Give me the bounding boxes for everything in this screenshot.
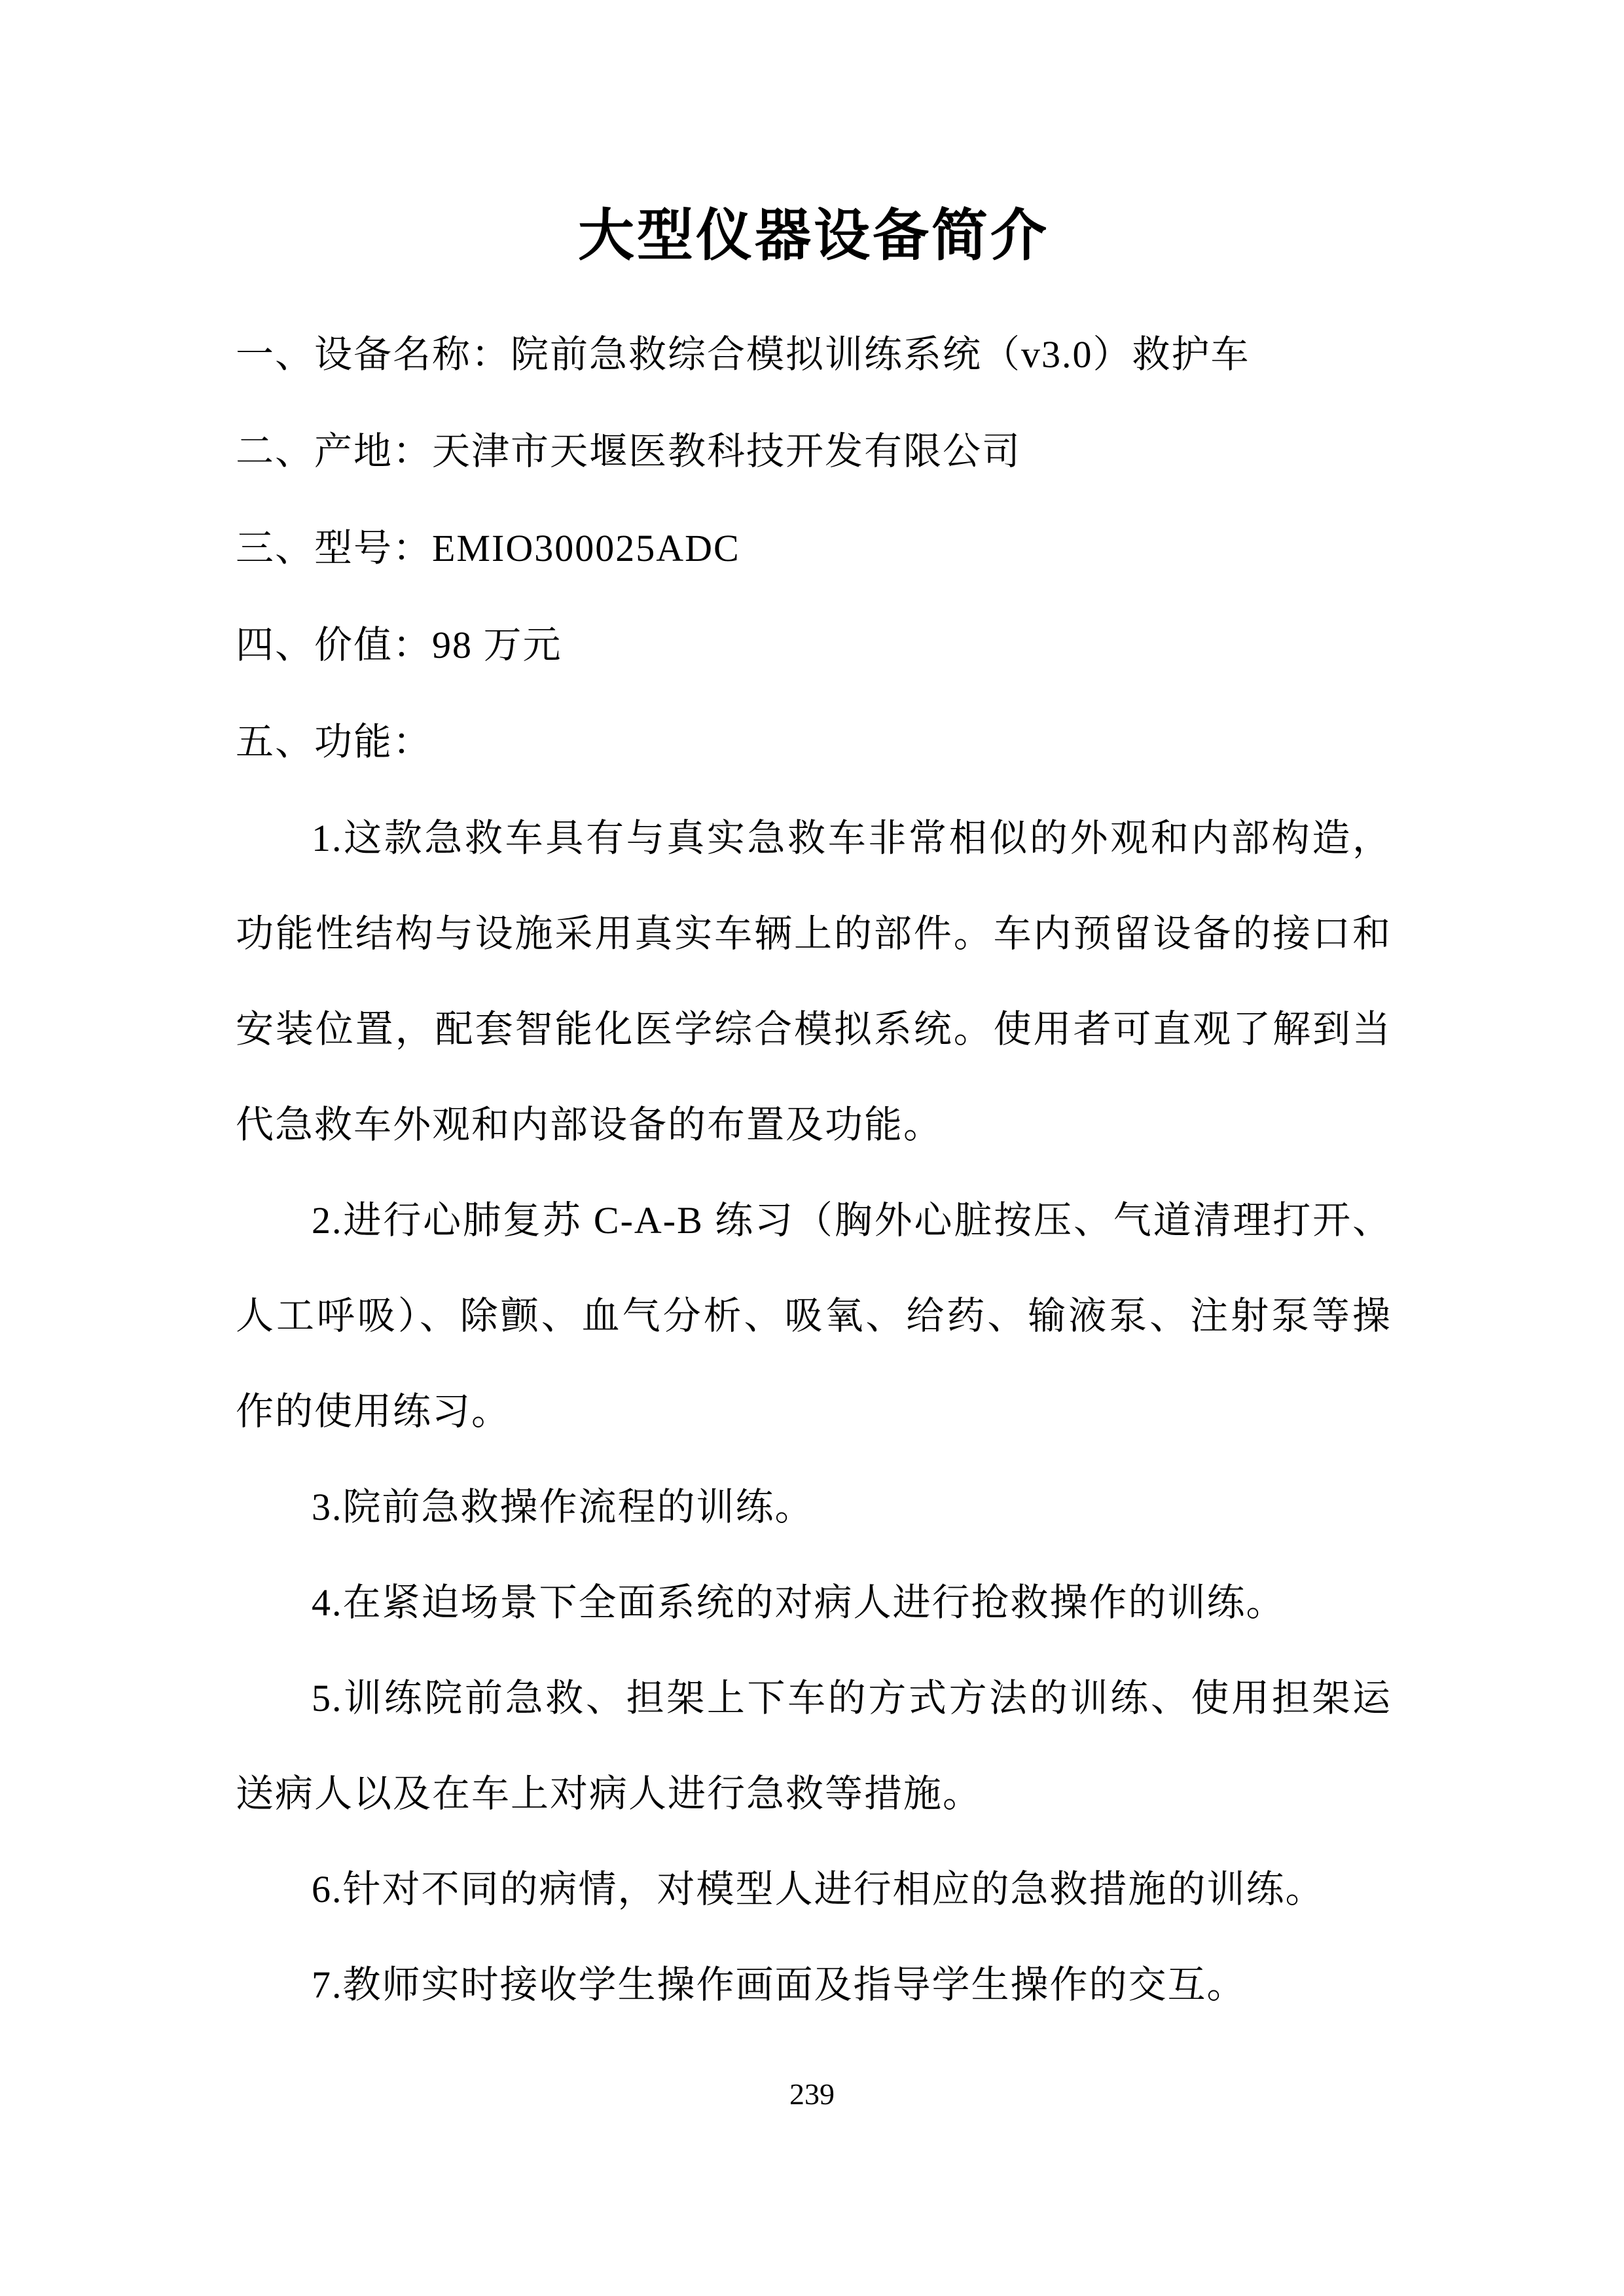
field-functions-heading: 五、功能： <box>236 721 433 763</box>
function-paragraph-6: 6.针对不同的病情，对模型人进行相应的急救措施的训练。 <box>312 1868 1325 1910</box>
document-body <box>236 196 1392 2033</box>
function-paragraph-7: 7.教师实时接收学生操作画面及指导学生操作的交互。 <box>312 1964 1246 2006</box>
function-paragraph-1: 1.这款急救车具有与真实急救车非常相似的外观和内部构造，功能性结构与设施采用真实车辆上的部件。车内预留设备的接口和安装位置，配套智能化医学综合模拟系统。使用者可直观了解到当代急救车外观和内部设备的布置及功能。 <box>236 817 1392 1146</box>
page-title: 大型仪器设备简介 <box>578 204 1049 267</box>
function-paragraph-4: 4.在紧迫场景下全面系统的对病人进行抢救操作的训练。 <box>312 1581 1286 1624</box>
function-paragraph-2: 2.进行心肺复苏 C-A-B 练习（胸外心脏按压、气道清理打开、人工呼吸）、除颤、血气分析、吸氧、给药、输液泵、注射泵等操作的使用练习。 <box>236 1199 1392 1433</box>
function-paragraph-5: 5.训练院前急救、担架上下车的方式方法的训练、使用担架运送病人以及在车上对病人进行急救等措施。 <box>236 1677 1392 1815</box>
field-model: 三、型号：EMIO300025ADC <box>236 527 740 569</box>
field-value: 四、价值：98 万元 <box>236 624 562 666</box>
field-origin: 二、产地：天津市天堰医教科技开发有限公司 <box>236 430 1022 473</box>
field-device-name: 一、设备名称：院前急救综合模拟训练系统（v3.0）救护车 <box>236 333 1250 376</box>
page-number: 239 <box>789 2077 835 2111</box>
function-paragraph-3: 3.院前急救操作流程的训练。 <box>312 1486 814 1528</box>
